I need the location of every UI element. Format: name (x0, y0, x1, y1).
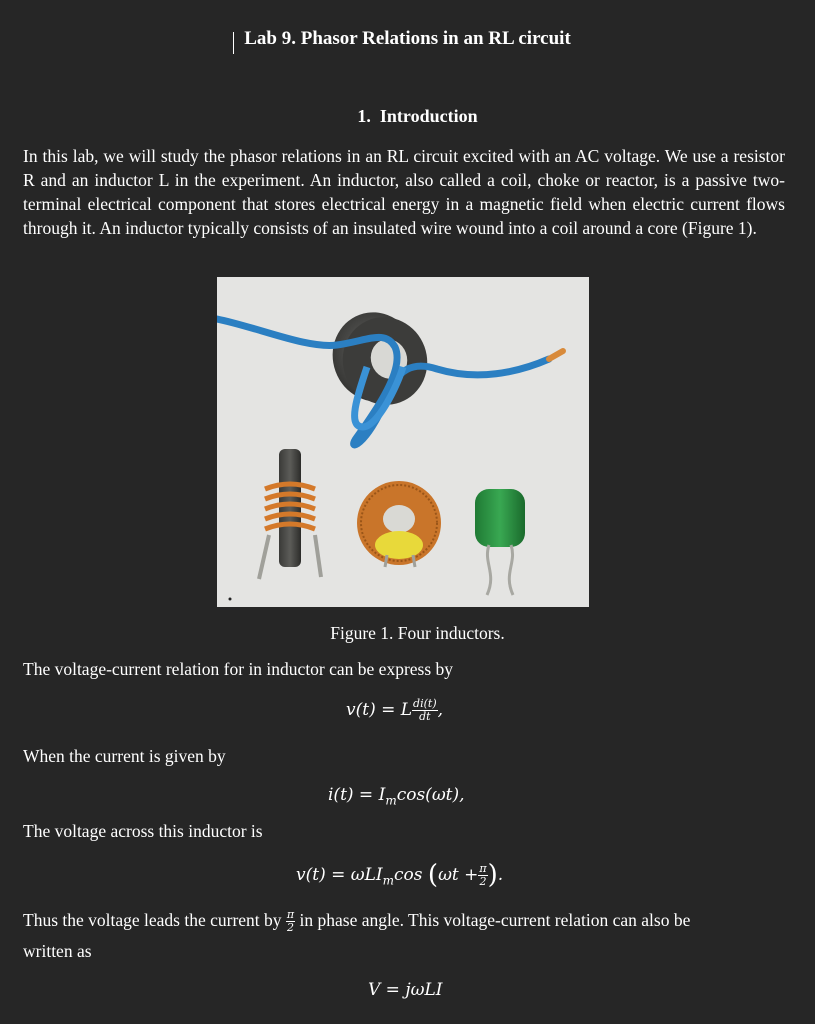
eq3-inner: ωt + (438, 865, 479, 885)
figure-caption: Figure 1. Four inductors. (330, 623, 505, 643)
intro-paragraph: In this lab, we will study the phasor relations in an RL circuit excited with an AC voltage. We use a resistor R and an inductor L in the experiment. An inductor, also called a coil, choke or reactor, is a passive two-terminal electrical component that stores electrical energy in a magnetic field when electric current flows through it. An inductor typically consists of an insulated wire wound into a coil around a core (Figure 1). (23, 146, 785, 238)
eq3-period: . (497, 865, 504, 885)
phase-lead-paragraph (23, 908, 785, 934)
eq3-subscript: m (382, 873, 395, 888)
phase-lead-text-1: Thus the voltage leads the current by (23, 910, 282, 930)
eq1-lhs: v(t) = L (346, 700, 413, 720)
eq2-rhs: cos(ωt), (396, 785, 465, 805)
inductors-photo (217, 277, 589, 607)
equation-inductor-voltage (346, 698, 443, 723)
eq1-numerator: di(t) (413, 697, 437, 710)
eq3-cos: cos (394, 865, 423, 885)
eq2-lhs: i(t) = I (328, 785, 386, 805)
eq3-open-paren: ( (427, 860, 439, 890)
eq1-denominator: dt (419, 710, 431, 723)
eq3-close-paren: ) (487, 860, 498, 890)
eq3-lhs: v(t) = ωLI (296, 865, 383, 885)
voltage-relation-text: The voltage-current relation for in inductor can be express by (23, 659, 454, 679)
eq3-numerator: π (479, 862, 487, 875)
eq2-subscript: m (385, 793, 397, 808)
phase-lead-numerator: π (286, 908, 295, 922)
phase-lead-text-2: in phase angle. This voltage-current relation can also be (299, 910, 691, 930)
eq3-denominator: 2 (479, 875, 487, 888)
phase-lead-text-3: written as (23, 941, 92, 961)
phase-lead-fraction (286, 909, 295, 934)
section-heading (0, 106, 815, 127)
equation-voltage-across (296, 860, 503, 890)
section-number: 1. (357, 106, 371, 126)
inductors-illustration (217, 277, 589, 607)
eq1-fraction (412, 698, 438, 723)
equation-phasor: V = jωLI (368, 980, 443, 1000)
text-cursor (233, 32, 234, 54)
document-title (0, 28, 815, 50)
phase-lead-denominator: 2 (287, 921, 295, 935)
voltage-across-text: The voltage across this inductor is (23, 821, 263, 841)
section-title: Introduction (379, 106, 478, 126)
current-given-text: When the current is given by (23, 746, 226, 766)
title-text: Lab 9. Phasor Relations in an RL circuit (244, 28, 571, 49)
equation-current (328, 785, 465, 807)
eq1-comma: , (437, 700, 444, 720)
eq3-fraction (478, 863, 487, 888)
